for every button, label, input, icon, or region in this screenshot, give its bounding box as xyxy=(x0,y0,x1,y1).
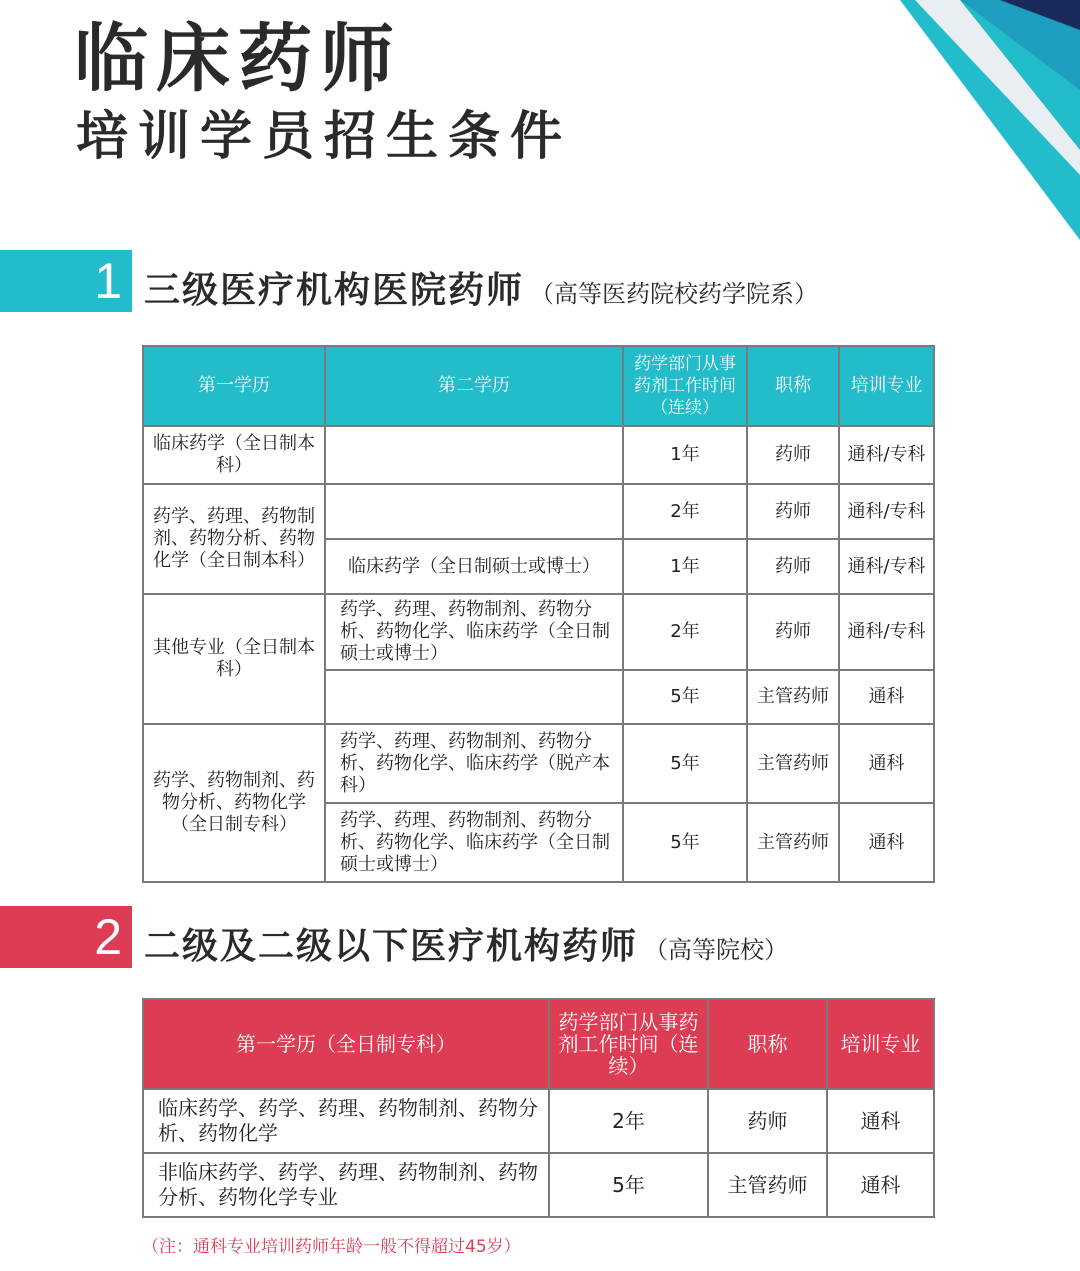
section-2-table xyxy=(142,998,935,1218)
title-cell: 主管药师 xyxy=(747,724,839,803)
title-cell: 药师 xyxy=(747,426,839,484)
second-degree-cell: 临床药学（全日制硕士或博士） xyxy=(325,539,623,594)
section-1-number: 1 xyxy=(0,250,132,312)
header-cell: 药学部门从事药剂工作时间（连续） xyxy=(549,999,708,1089)
major-cell: 通科 xyxy=(839,724,934,803)
section-2-heading xyxy=(144,918,788,969)
title-cell: 药师 xyxy=(708,1089,827,1153)
header-cell: 药学部门从事药剂工作时间（连续） xyxy=(623,346,747,426)
major-cell: 通科 xyxy=(839,803,934,882)
table-row xyxy=(143,426,934,484)
first-degree-cell: 临床药学（全日制本科） xyxy=(143,426,325,484)
second-degree-cell: 药学、药理、药物制剂、药物分析、药物化学、临床药学（全日制硕士或博士） xyxy=(325,594,623,670)
title-cell: 主管药师 xyxy=(708,1153,827,1217)
second-degree-cell xyxy=(325,426,623,484)
header-cell: 第一学历（全日制专科） xyxy=(143,999,549,1089)
section-2-title: 二级及二级以下医疗机构药师 xyxy=(144,926,639,967)
title-cell: 药师 xyxy=(747,594,839,670)
section-1-note: （高等医药院校药学院系） xyxy=(530,280,819,308)
corner-decoration xyxy=(660,0,1080,240)
header-cell: 职称 xyxy=(747,346,839,426)
time-cell: 1年 xyxy=(623,426,747,484)
header-cell: 职称 xyxy=(708,999,827,1089)
title-cell: 主管药师 xyxy=(747,670,839,724)
first-degree-cell: 其他专业（全日制本科） xyxy=(143,594,325,724)
section-2-note: （高等院校） xyxy=(644,936,789,964)
time-cell: 5年 xyxy=(623,803,747,882)
table-row xyxy=(143,484,934,539)
first-degree-cell: 临床药学、药学、药理、药物制剂、药物分析、药物化学 xyxy=(143,1089,549,1153)
major-cell: 通科 xyxy=(827,1153,934,1217)
section-1-heading xyxy=(144,262,818,313)
table-row xyxy=(143,1153,934,1217)
second-degree-cell: 药学、药理、药物制剂、药物分析、药物化学、临床药学（脱产本科） xyxy=(325,724,623,803)
section-2-number: 2 xyxy=(0,906,132,968)
major-cell: 通科/专科 xyxy=(839,484,934,539)
second-degree-cell xyxy=(325,670,623,724)
section-1-table xyxy=(142,345,935,883)
time-cell: 5年 xyxy=(623,724,747,803)
table-row xyxy=(143,724,934,803)
time-cell: 5年 xyxy=(623,670,747,724)
major-cell: 通科/专科 xyxy=(839,426,934,484)
title-cell: 主管药师 xyxy=(747,803,839,882)
time-cell: 2年 xyxy=(623,594,747,670)
table-row xyxy=(143,594,934,670)
time-cell: 2年 xyxy=(549,1089,708,1153)
table-header-row xyxy=(143,999,934,1089)
page-subtitle: 培训学员招生条件 xyxy=(76,107,573,167)
header-cell: 第二学历 xyxy=(325,346,623,426)
major-cell: 通科 xyxy=(827,1089,934,1153)
major-cell: 通科/专科 xyxy=(839,594,934,670)
page-title: 临床药师 xyxy=(74,16,402,102)
first-degree-cell: 药学、药物制剂、药物分析、药物化学（全日制专科） xyxy=(143,724,325,882)
table-row xyxy=(143,1089,934,1153)
header-cell: 培训专业 xyxy=(839,346,934,426)
section-1-title: 三级医疗机构医院药师 xyxy=(144,270,525,311)
footnote: （注：通科专业培训药师年龄一般不得超过45岁） xyxy=(142,1237,521,1257)
title-cell: 药师 xyxy=(747,539,839,594)
header-cell: 培训专业 xyxy=(827,999,934,1089)
table-header-row xyxy=(143,346,934,426)
time-cell: 5年 xyxy=(549,1153,708,1217)
second-degree-cell: 药学、药理、药物制剂、药物分析、药物化学、临床药学（全日制硕士或博士） xyxy=(325,803,623,882)
major-cell: 通科 xyxy=(839,670,934,724)
major-cell: 通科/专科 xyxy=(839,539,934,594)
first-degree-cell: 非临床药学、药学、药理、药物制剂、药物分析、药物化学专业 xyxy=(143,1153,549,1217)
second-degree-cell xyxy=(325,484,623,539)
header-cell: 第一学历 xyxy=(143,346,325,426)
time-cell: 2年 xyxy=(623,484,747,539)
title-cell: 药师 xyxy=(747,484,839,539)
time-cell: 1年 xyxy=(623,539,747,594)
first-degree-cell: 药学、药理、药物制剂、药物分析、药物化学（全日制本科） xyxy=(143,484,325,594)
